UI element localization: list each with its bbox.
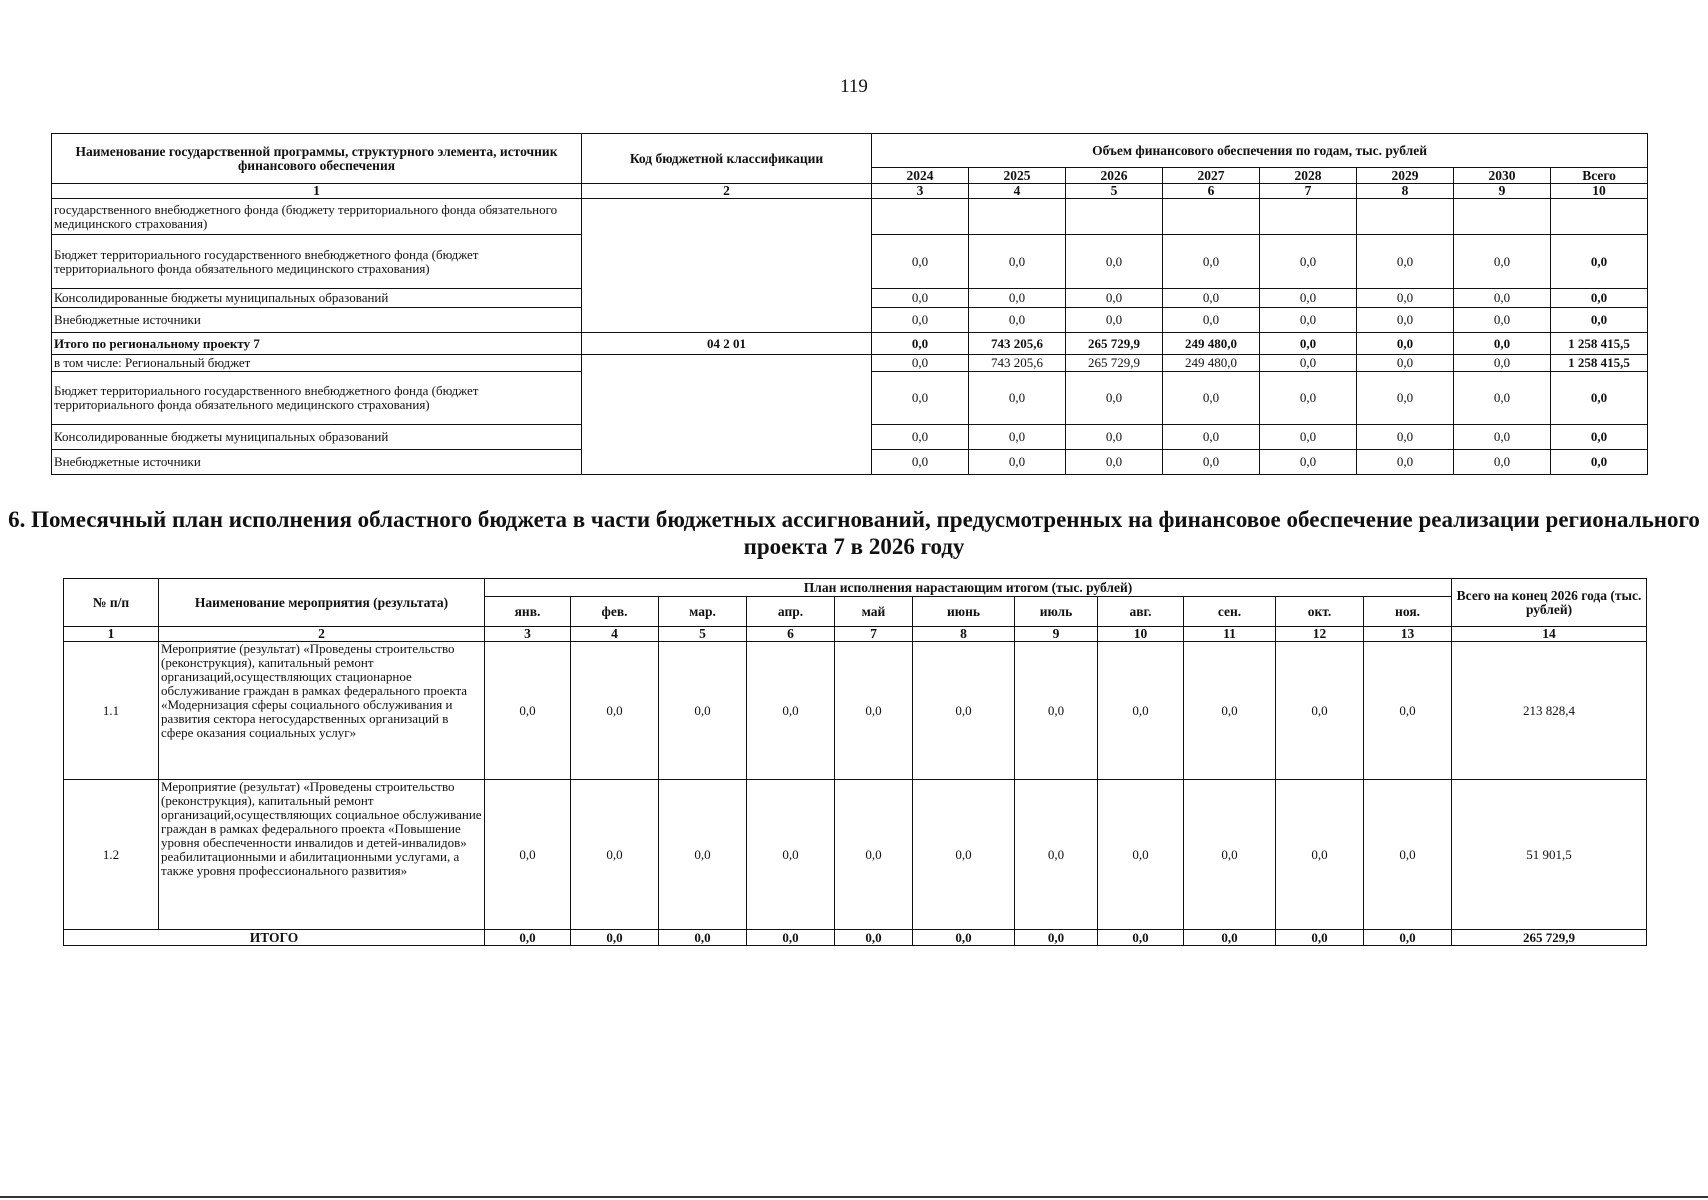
value-cell: 0,0 [1098, 642, 1184, 780]
value-cell: 0,0 [1454, 425, 1551, 450]
page-number: 119 [840, 76, 868, 97]
column-number: 7 [1260, 184, 1357, 199]
month-header: окт. [1276, 597, 1364, 627]
row-name: Внебюджетные источники [52, 308, 582, 333]
section-heading: 6. Помесячный план исполнения областного бюджета в части бюджетных ассигнований, предусмотренных на финансовое обеспечение реализации регионального проекта 7 в 2026 году [8, 507, 1700, 559]
value-cell: 0,0 [747, 780, 835, 930]
header-total: Всего на конец 2026 года (тыс. рублей) [1452, 579, 1647, 627]
column-number: 3 [872, 184, 969, 199]
header-number: № п/п [64, 579, 159, 627]
value-cell: 0,0 [1260, 425, 1357, 450]
value-cell: 0,0 [872, 235, 969, 289]
value-cell: 0,0 [1163, 450, 1260, 475]
value-cell: 0,0 [1098, 780, 1184, 930]
value-cell: 0,0 [835, 642, 913, 780]
value-cell: 0,0 [659, 780, 747, 930]
value-cell: 0,0 [1364, 780, 1452, 930]
year-header: 2024 [872, 168, 969, 184]
month-header: ноя. [1364, 597, 1452, 627]
value-cell [1260, 199, 1357, 235]
column-number: 13 [1364, 627, 1452, 642]
column-number: 9 [1454, 184, 1551, 199]
column-number: 10 [1098, 627, 1184, 642]
column-number: 4 [571, 627, 659, 642]
year-header: 2029 [1357, 168, 1454, 184]
value-cell: 0,0 [835, 780, 913, 930]
value-cell: 0,0 [1015, 780, 1098, 930]
value-cell: 0,0 [1276, 780, 1364, 930]
value-cell: 265 729,9 [1066, 355, 1163, 372]
row-code [582, 308, 872, 333]
month-header: апр. [747, 597, 835, 627]
value-cell: 743 205,6 [969, 355, 1066, 372]
row-code: 04 2 01 [582, 333, 872, 355]
month-header: мар. [659, 597, 747, 627]
column-number: 4 [969, 184, 1066, 199]
row-number: 1.2 [64, 780, 159, 930]
value-cell: 0,0 [872, 355, 969, 372]
column-number: 1 [52, 184, 582, 199]
row-name: государственного внебюджетного фонда (бюджету территориального фонда обязательного медицинского страхования) [52, 199, 582, 235]
value-cell: 0,0 [1357, 355, 1454, 372]
value-cell: 743 205,6 [969, 333, 1066, 355]
value-cell: 0,0 [1015, 642, 1098, 780]
value-cell: 0,0 [1163, 372, 1260, 425]
row-number: 1.1 [64, 642, 159, 780]
value-cell: 0,0 [1066, 289, 1163, 308]
column-number: 8 [913, 627, 1015, 642]
row-name: Бюджет территориального государственного внебюджетного фонда (бюджет территориального фонда обязательного медицинского страхования) [52, 235, 582, 289]
row-code [582, 355, 872, 372]
table-row [52, 372, 1648, 425]
value-cell: 0,0 [1184, 642, 1276, 780]
value-cell: 0,0 [1066, 450, 1163, 475]
header-name: Наименование государственной программы, структурного элемента, источник финансового обеспечения [52, 134, 582, 184]
value-cell: 0,0 [969, 372, 1066, 425]
table-row [52, 235, 1648, 289]
header-name: Наименование мероприятия (результата) [159, 579, 485, 627]
value-cell: 0,0 [1260, 235, 1357, 289]
table-row [52, 308, 1648, 333]
value-cell: 0,0 [1551, 289, 1648, 308]
table-row [52, 425, 1648, 450]
value-cell: 0,0 [1163, 308, 1260, 333]
total-value: 0,0 [747, 930, 835, 946]
value-cell: 249 480,0 [1163, 355, 1260, 372]
value-cell: 0,0 [1066, 425, 1163, 450]
table-row [52, 289, 1648, 308]
column-number: 6 [747, 627, 835, 642]
row-name: Итого по региональному проекту 7 [52, 333, 582, 355]
month-header: авг. [1098, 597, 1184, 627]
month-header: июль [1015, 597, 1098, 627]
value-cell: 0,0 [872, 450, 969, 475]
total-sum: 265 729,9 [1452, 930, 1647, 946]
row-name: Мероприятие (результат) «Проведены строительство (реконструкция), капитальный ремонт организаций,осуществляющих социальное обслуживание граждан в рамках федерального проекта «Повышение уровня обеспеченности инвалидов и детей-инвалидов» реабилитационными и абилитационными услугами, а также уровня профессионального развития» [159, 780, 485, 930]
value-cell: 0,0 [1260, 333, 1357, 355]
page-bottom-rule [0, 1196, 1708, 1198]
month-header: май [835, 597, 913, 627]
month-header: июнь [913, 597, 1015, 627]
column-number: 9 [1015, 627, 1098, 642]
row-name: Бюджет территориального государственного внебюджетного фонда (бюджет территориального фонда обязательного медицинского страхования) [52, 372, 582, 425]
value-cell: 0,0 [1260, 450, 1357, 475]
column-number: 12 [1276, 627, 1364, 642]
financing-table [51, 133, 1648, 475]
value-cell: 0,0 [1066, 372, 1163, 425]
table-row [64, 780, 1647, 930]
value-cell: 0,0 [969, 235, 1066, 289]
value-cell: 0,0 [969, 289, 1066, 308]
total-value: 0,0 [1276, 930, 1364, 946]
column-number: 3 [485, 627, 571, 642]
value-cell: 0,0 [1357, 308, 1454, 333]
value-cell: 0,0 [571, 642, 659, 780]
value-cell [1454, 199, 1551, 235]
value-cell: 0,0 [1357, 450, 1454, 475]
value-cell [969, 199, 1066, 235]
value-cell [1066, 199, 1163, 235]
table-row [52, 333, 1648, 355]
value-cell: 0,0 [1357, 333, 1454, 355]
value-cell: 265 729,9 [1066, 333, 1163, 355]
value-cell: 0,0 [1276, 642, 1364, 780]
total-label: ИТОГО [64, 930, 485, 946]
total-value: 0,0 [1015, 930, 1098, 946]
total-value: 0,0 [1098, 930, 1184, 946]
total-value: 0,0 [1364, 930, 1452, 946]
row-code [582, 425, 872, 450]
value-cell: 0,0 [659, 642, 747, 780]
value-cell [1163, 199, 1260, 235]
row-code [582, 450, 872, 475]
value-cell: 0,0 [1551, 235, 1648, 289]
value-cell: 0,0 [1551, 372, 1648, 425]
value-cell: 0,0 [1454, 333, 1551, 355]
value-cell: 0,0 [1066, 235, 1163, 289]
month-header: сен. [1184, 597, 1276, 627]
value-cell: 0,0 [913, 642, 1015, 780]
value-cell: 0,0 [1260, 289, 1357, 308]
year-header: 2030 [1454, 168, 1551, 184]
column-number: 10 [1551, 184, 1648, 199]
year-header: 2026 [1066, 168, 1163, 184]
value-cell: 0,0 [1357, 289, 1454, 308]
value-cell: 0,0 [969, 450, 1066, 475]
value-cell: 0,0 [1454, 450, 1551, 475]
column-number: 5 [1066, 184, 1163, 199]
value-cell: 0,0 [1357, 425, 1454, 450]
row-code [582, 372, 872, 425]
header-volume: Объем финансового обеспечения по годам, тыс. рублей [872, 134, 1648, 168]
year-header: 2028 [1260, 168, 1357, 184]
total-value: 0,0 [571, 930, 659, 946]
row-name: Консолидированные бюджеты муниципальных образований [52, 425, 582, 450]
value-cell: 1 258 415,5 [1551, 355, 1648, 372]
value-cell: 0,0 [1163, 425, 1260, 450]
value-cell: 0,0 [1454, 372, 1551, 425]
value-cell: 0,0 [485, 642, 571, 780]
value-cell: 0,0 [1357, 235, 1454, 289]
value-cell [1551, 199, 1648, 235]
row-total: 213 828,4 [1452, 642, 1647, 780]
value-cell: 0,0 [913, 780, 1015, 930]
value-cell: 0,0 [1454, 308, 1551, 333]
value-cell: 0,0 [1163, 235, 1260, 289]
value-cell: 0,0 [1260, 355, 1357, 372]
value-cell: 0,0 [1260, 308, 1357, 333]
row-name: Внебюджетные источники [52, 450, 582, 475]
value-cell: 0,0 [969, 425, 1066, 450]
total-value: 0,0 [835, 930, 913, 946]
column-number: 2 [582, 184, 872, 199]
column-number: 7 [835, 627, 913, 642]
value-cell: 0,0 [747, 642, 835, 780]
value-cell: 249 480,0 [1163, 333, 1260, 355]
row-total: 51 901,5 [1452, 780, 1647, 930]
row-name: Мероприятие (результат) «Проведены строительство (реконструкция), капитальный ремонт организаций,осуществляющих стационарное обслуживание граждан в рамках федерального проекта «Модернизация сферы социального обслуживания и развития сектора негосударственных организаций в сфере оказания социальных услуг» [159, 642, 485, 780]
year-header: Всего [1551, 168, 1648, 184]
value-cell: 0,0 [872, 308, 969, 333]
value-cell: 0,0 [1184, 780, 1276, 930]
value-cell: 0,0 [1066, 308, 1163, 333]
row-code [582, 199, 872, 235]
value-cell [1357, 199, 1454, 235]
value-cell: 0,0 [872, 333, 969, 355]
value-cell: 0,0 [872, 372, 969, 425]
column-number: 8 [1357, 184, 1454, 199]
column-number: 2 [159, 627, 485, 642]
column-number: 14 [1452, 627, 1647, 642]
month-header: фев. [571, 597, 659, 627]
column-number: 1 [64, 627, 159, 642]
value-cell: 0,0 [1551, 450, 1648, 475]
value-cell [872, 199, 969, 235]
value-cell: 0,0 [1454, 355, 1551, 372]
year-header: 2025 [969, 168, 1066, 184]
value-cell: 0,0 [1551, 308, 1648, 333]
value-cell: 0,0 [1364, 642, 1452, 780]
column-number: 6 [1163, 184, 1260, 199]
table-row [52, 450, 1648, 475]
monthly-plan-table [63, 578, 1647, 946]
value-cell: 0,0 [485, 780, 571, 930]
header-plan: План исполнения нарастающим итогом (тыс. рублей) [485, 579, 1452, 597]
month-header: янв. [485, 597, 571, 627]
total-value: 0,0 [1184, 930, 1276, 946]
value-cell: 0,0 [1551, 425, 1648, 450]
header-code: Код бюджетной классификации [582, 134, 872, 184]
row-code [582, 289, 872, 308]
column-number: 5 [659, 627, 747, 642]
row-code [582, 235, 872, 289]
value-cell: 0,0 [969, 308, 1066, 333]
table-row [52, 199, 1648, 235]
table-row [64, 642, 1647, 780]
value-cell: 1 258 415,5 [1551, 333, 1648, 355]
total-value: 0,0 [485, 930, 571, 946]
value-cell: 0,0 [1454, 289, 1551, 308]
value-cell: 0,0 [1357, 372, 1454, 425]
value-cell: 0,0 [1260, 372, 1357, 425]
total-value: 0,0 [659, 930, 747, 946]
value-cell: 0,0 [1163, 289, 1260, 308]
total-value: 0,0 [913, 930, 1015, 946]
value-cell: 0,0 [571, 780, 659, 930]
value-cell: 0,0 [872, 425, 969, 450]
column-number: 11 [1184, 627, 1276, 642]
year-header: 2027 [1163, 168, 1260, 184]
row-name: Консолидированные бюджеты муниципальных образований [52, 289, 582, 308]
value-cell: 0,0 [1454, 235, 1551, 289]
value-cell: 0,0 [872, 289, 969, 308]
row-name: в том числе: Региональный бюджет [52, 355, 582, 372]
table-row [52, 355, 1648, 372]
